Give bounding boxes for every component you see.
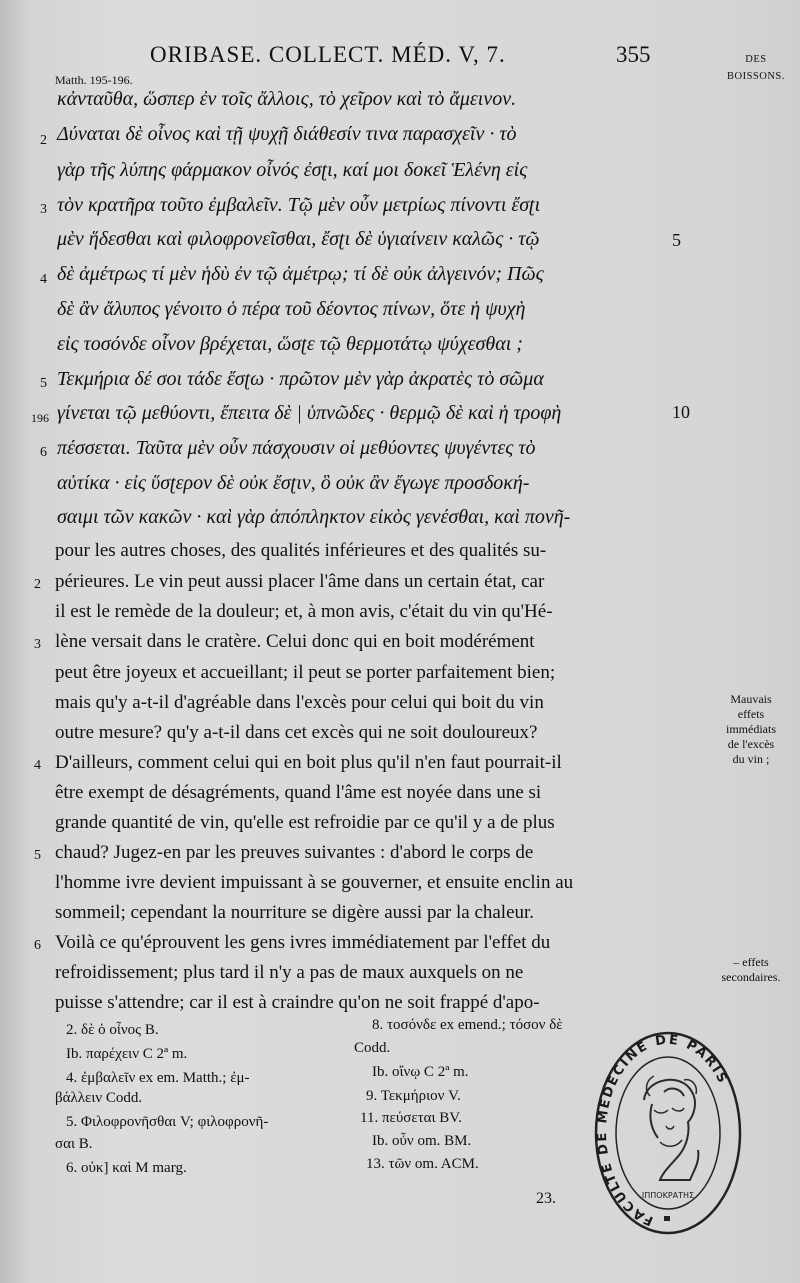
french-line: outre mesure? qu'y a-t-il dans cet excès qui ne soit douloureux?: [55, 722, 538, 743]
french-line: sommeil; cependant la nourriture se digère aussi par la chaleur.: [55, 902, 535, 923]
stamp-ring-text: FACULTE DE MEDECINE DE PARIS: [594, 1032, 731, 1229]
french-paragraph-number: 5: [34, 848, 41, 863]
footnote: βάλλειν Codd.: [55, 1090, 143, 1106]
footnote: 2. δὲ ὁ οἶνος B.: [66, 1022, 159, 1038]
page-number: 355: [616, 42, 651, 67]
edition-reference: Matth. 195-196.: [55, 73, 133, 87]
greek-paragraph-number: 3: [40, 202, 47, 217]
greek-line: δὲ ἀμέτρως τί μὲν ἡδὺ ἐν τῷ ἀμέτρῳ; τί δὲ οὐκ ἀλγεινόν; Πῶς: [57, 263, 544, 285]
footnote: Codd.: [354, 1040, 391, 1056]
french-line: pour les autres choses, des qualités inférieures et des qualités su-: [55, 540, 547, 561]
library-stamp: [594, 1030, 742, 1236]
greek-line: τὸν κρατῆρα τοῦτο ἐμβαλεῖν. Τῷ μὲν οὖν μετρίως πίνοντι ἔσʈι: [57, 194, 541, 216]
greek-line: γίνεται τῷ μεθύοντι, ἔπειτα δὲ | ὑπνῶδες · θερμῷ δὲ καὶ ἡ τροφὴ: [57, 402, 562, 424]
footnote: 9. Τεκμήριον V.: [366, 1088, 461, 1104]
greek-line: γὰρ τῆς λύπης φάρμακον οἶνός ἐσʈι, καί μοι δοκεῖ Ἑλένη εἰς: [57, 159, 528, 181]
footnote: 4. ἐμβαλεῖν ex em. Matth.; ἐμ-: [66, 1070, 250, 1086]
french-line: mais qu'y a-t-il d'agréable dans l'excès pour celui qui boit du vin: [55, 692, 544, 713]
footnote: 8. τοσόνδε ex emend.; τόσον δὲ: [372, 1017, 563, 1033]
french-line: refroidissement; plus tard il n'y a pas de maux auxquels on ne: [55, 962, 524, 983]
footnote: 13. τῶν om. ACM.: [366, 1156, 479, 1172]
running-head-line: BOISSONS.: [727, 71, 785, 82]
hippocrates-portrait: [644, 1076, 698, 1180]
stamp-inner-text: ΙΠΠΟΚΡΑΤΗΣ: [641, 1191, 695, 1200]
footnote: Ib. παρέχειν C 2ª m.: [66, 1046, 188, 1062]
footnote: 11. πεύσεται BV.: [360, 1110, 462, 1126]
greek-line-count: 10: [672, 402, 690, 422]
french-line: chaud? Jugez-en par les preuves suivantes : d'abord le corps de: [55, 842, 534, 863]
greek-folio-number: 196: [31, 411, 49, 425]
greek-line: Δύναται δὲ οἶνος καὶ τῇ ψυχῇ διάθεσίν τινα παρασχεῖν · τὸ: [57, 123, 517, 145]
french-paragraph-number: 4: [34, 758, 41, 773]
french-line: grande quantité de vin, qu'elle est refroidie par ce qu'il y a de plus: [55, 812, 555, 833]
french-line: Voilà ce qu'éprouvent les gens ivres immédiatement par l'effet du: [55, 932, 551, 953]
greek-line: πέσσεται. Ταῦτα μὲν οὖν πάσχουσιν οἱ μεθύοντες ψυγέντες τὸ: [57, 437, 536, 459]
greek-line: Τεκμήρια δέ σοι τάδε ἔσʈω · πρῶτον μὲν γὰρ ἀκρατὲς τὸ σῶμα: [57, 368, 544, 390]
footnote: Ib. οὖν om. BM.: [372, 1133, 472, 1149]
french-line: puisse s'attendre; car il est à craindre qu'on ne soit frappé d'apo-: [55, 992, 540, 1013]
greek-paragraph-number: 2: [40, 133, 47, 148]
running-head: [727, 51, 785, 85]
footnote: 5. Φιλοφρονῆσθαι V; φιλοφρονῆ-: [66, 1114, 269, 1130]
sidenote-line: de l'excès: [727, 737, 775, 751]
french-line: lène versait dans le cratère. Celui donc qui en boit modérément: [55, 631, 535, 652]
sidenote-secondary-effects: [706, 955, 796, 985]
greek-line: κἀνταῦθα, ὥσπερ ἐν τοῖς ἄλλοις, τὸ χεῖρον καὶ τὸ ἄμεινον.: [57, 88, 517, 110]
greek-line: εἰς τοσόνδε οἶνον βρέχεται, ὥσʈε τῷ θερμοτάτῳ ψύχεσθαι ;: [57, 333, 523, 355]
greek-line: δὲ ἂν ἄλυπος γένοιτο ὁ πέρα τοῦ δέοντος πίνων, ὅτε ἡ ψυχὴ: [57, 298, 526, 320]
greek-paragraph-number: 6: [40, 445, 47, 460]
french-line: l'homme ivre devient impuissant à se gouverner, et ensuite enclin au: [55, 872, 574, 893]
french-line: périeures. Le vin peut aussi placer l'âme dans un certain état, car: [55, 571, 545, 592]
sidenote-line: effets: [737, 707, 765, 721]
french-line: il est le remède de la douleur; et, à mon avis, c'était du vin qu'Hé-: [55, 601, 553, 622]
stamp-mark: [664, 1216, 670, 1221]
running-head-line: DES: [745, 54, 767, 65]
greek-line-count: 5: [672, 230, 681, 250]
french-paragraph-number: 3: [34, 637, 41, 652]
footnote: Ib. οἴνῳ C 2ª m.: [372, 1064, 469, 1080]
sidenote-line: immédiats: [726, 722, 776, 736]
french-line: être exempt de désagréments, quand l'âme est noyée dans une si: [55, 782, 542, 803]
footnote: 6. οὐκ] καὶ M marg.: [66, 1160, 187, 1176]
french-line: peut être joyeux et accueillant; il peut se porter parfaitement bien;: [55, 662, 556, 683]
sidenote-line: Mauvais: [730, 692, 772, 706]
sidenote-line: du vin ;: [732, 752, 770, 766]
greek-line: σαιμι τῶν κακῶν · καὶ γὰρ ἀπόπληκτον εἰκὸς γενέσθαι, καὶ πονῆ-: [57, 506, 571, 528]
greek-paragraph-number: 4: [40, 272, 47, 287]
sidenote-immediate-effects: [706, 692, 796, 767]
page-header-title: ORIBASE. COLLECT. MÉD. V, 7.: [150, 42, 506, 67]
greek-line: αὐτίκα · εἰς ὕσʈερον δὲ οὐκ ἔσʈιν, ὃ οὐκ ἂν ἔγωγε προσδοκή-: [57, 472, 530, 494]
signature-mark: 23.: [536, 1190, 556, 1207]
footnote: σαι B.: [55, 1136, 93, 1152]
french-line: D'ailleurs, comment celui qui en boit plus qu'il n'en faut pourrait-il: [55, 752, 562, 773]
french-paragraph-number: 2: [34, 577, 41, 592]
greek-line: μὲν ἥδεσθαι καὶ φιλοφρονεῖσθαι, ἔσʈι δὲ ὑγιαίνειν καλῶς · τῷ: [57, 228, 540, 250]
french-paragraph-number: 6: [34, 938, 41, 953]
sidenote-line: secondaires.: [721, 970, 781, 984]
sidenote-line: – effets: [733, 955, 769, 969]
greek-paragraph-number: 5: [40, 376, 47, 391]
